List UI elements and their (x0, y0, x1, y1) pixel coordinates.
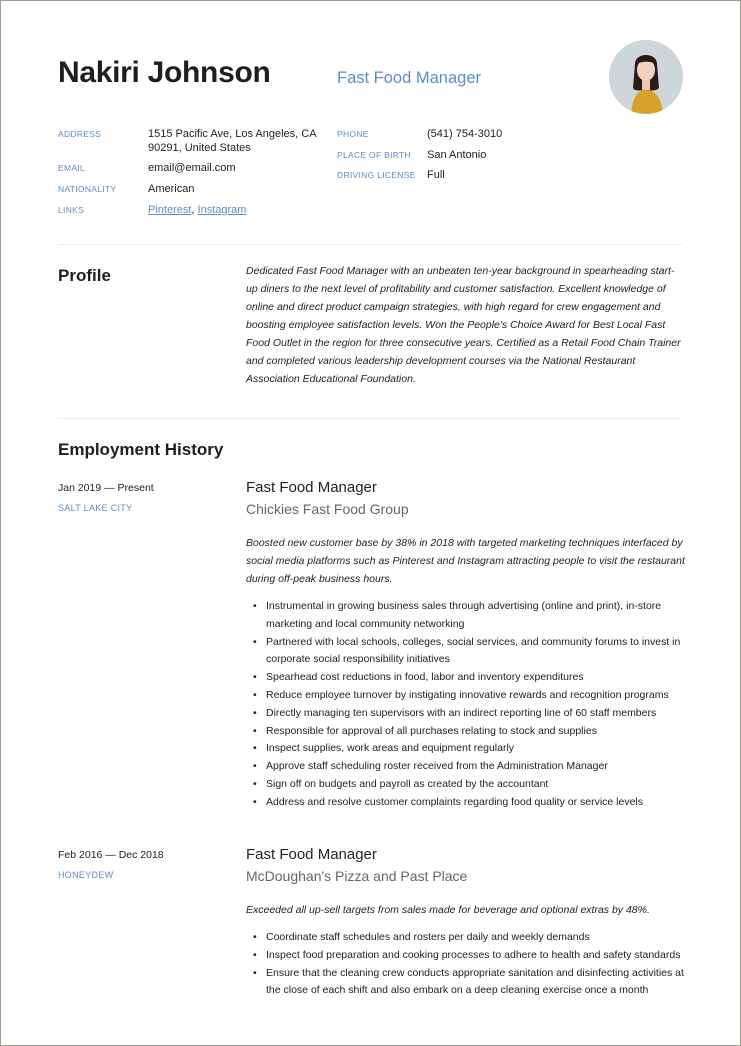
avatar (609, 40, 683, 114)
candidate-name: Nakiri Johnson (58, 56, 271, 89)
job-role: Fast Food Manager (246, 479, 377, 496)
list-item: • Address and resolve customer complaints regarding food quality or service levels (253, 795, 644, 808)
list-item: • Partnered with local schools, colleges, social services, and community forums to invest in corporate social responsibility initiatives (253, 635, 681, 666)
birth-value: San Antonio (427, 149, 487, 161)
job-company: Chickies Fast Food Group (246, 501, 409, 517)
pinterest-link[interactable]: Pinterest (148, 204, 192, 216)
nationality-label: NATIONALITY (58, 184, 117, 194)
job-dates: Jan 2019 — Present (58, 482, 154, 494)
job-city: HONEYDEW (58, 870, 114, 880)
job-summary: Exceeded all up-sell targets from sales made for beverage and optional extras by 48%. (246, 904, 650, 916)
links-value (148, 203, 246, 217)
profile-heading: Profile (58, 266, 111, 285)
job-bullets (246, 929, 688, 1000)
links-label: LINKS (58, 205, 85, 215)
email-value: email@email.com (148, 162, 236, 174)
list-item: • Coordinate staff schedules and rosters per daily and weekly demands (253, 931, 590, 943)
list-item: • Directly managing ten supervisors with an indirect reporting line of 60 staff members (253, 706, 657, 719)
address-line-1: 1515 Pacific Ave, Los Angeles, CA (148, 128, 317, 140)
email-label: EMAIL (58, 163, 86, 173)
job-dates: Feb 2016 — Dec 2018 (58, 849, 164, 861)
address-label: ADDRESS (58, 129, 102, 139)
list-item: • Approve staff scheduling roster received from the Administration Manager (253, 760, 608, 773)
job-role: Fast Food Manager (246, 846, 377, 863)
address-line-2: 90291, United States (148, 142, 251, 154)
profile-text: Dedicated Fast Food Manager with an unbeaten ten-year background in spearheading start-up diners to the next level of profitability and customer satisfaction. Excellent knowledge of online and direct product campaign strategies, with high regard for crew engagement and boosting employee satisfaction levels. Won the People's Choice Award for Best Local Fast Food Outlet in the region for three consecutive years. Certified as a Retail Food Chain Trainer and completed various leadership development courses via the National Restaurant Association Educational Foundation. (246, 265, 681, 385)
phone-value: (541) 754-3010 (427, 128, 503, 140)
instagram-link[interactable]: Instagram (197, 204, 247, 216)
list-item: • Ensure that the cleaning crew conducts appropriate sanitation and disinfecting activities at the close of each shift and also embark on a deep cleaning exercise once a month (253, 966, 684, 997)
job-summary: Boosted new customer base by 38% in 2018 with targeted marketing techniques interfaced by social media platforms such as Pinterest and Instagram attracting people to visit the restaurant during off-peak business hours. (246, 537, 685, 585)
address-value (148, 127, 317, 155)
divider (58, 244, 682, 245)
portrait-photo (609, 40, 683, 114)
list-item: • Instrumental in growing business sales through advertising (online and print), in-store marketing and local community networking (253, 600, 662, 630)
employment-heading: Employment History (58, 440, 224, 459)
links-separator: , (191, 204, 198, 216)
list-item: • Inspect food preparation and cooking processes to adhere to health and safety standards (253, 948, 681, 961)
license-label: DRIVING LICENSE (337, 170, 416, 180)
job-bullets (246, 598, 688, 812)
candidate-title: Fast Food Manager (337, 69, 481, 87)
job-company: McDoughan's Pizza and Past Place (246, 868, 468, 884)
job-city: SALT LAKE CITY (58, 503, 133, 513)
list-item: • Spearhead cost reductions in food, labor and inventory expenditures (253, 671, 584, 684)
list-item: • Inspect supplies, work areas and equipment regularly (253, 742, 515, 755)
list-item: • Responsible for approval of all purchases relating to stock and supplies (253, 724, 597, 737)
list-item: • Reduce employee turnover by instigating innovative rewards and recognition programs (253, 688, 669, 701)
license-value: Full (427, 169, 445, 181)
nationality-value: American (148, 183, 195, 195)
list-item: • Sign off on budgets and payroll as created by the accountant (253, 777, 549, 790)
divider (58, 418, 682, 419)
birth-label: PLACE OF BIRTH (337, 150, 411, 160)
phone-label: PHONE (337, 129, 369, 139)
